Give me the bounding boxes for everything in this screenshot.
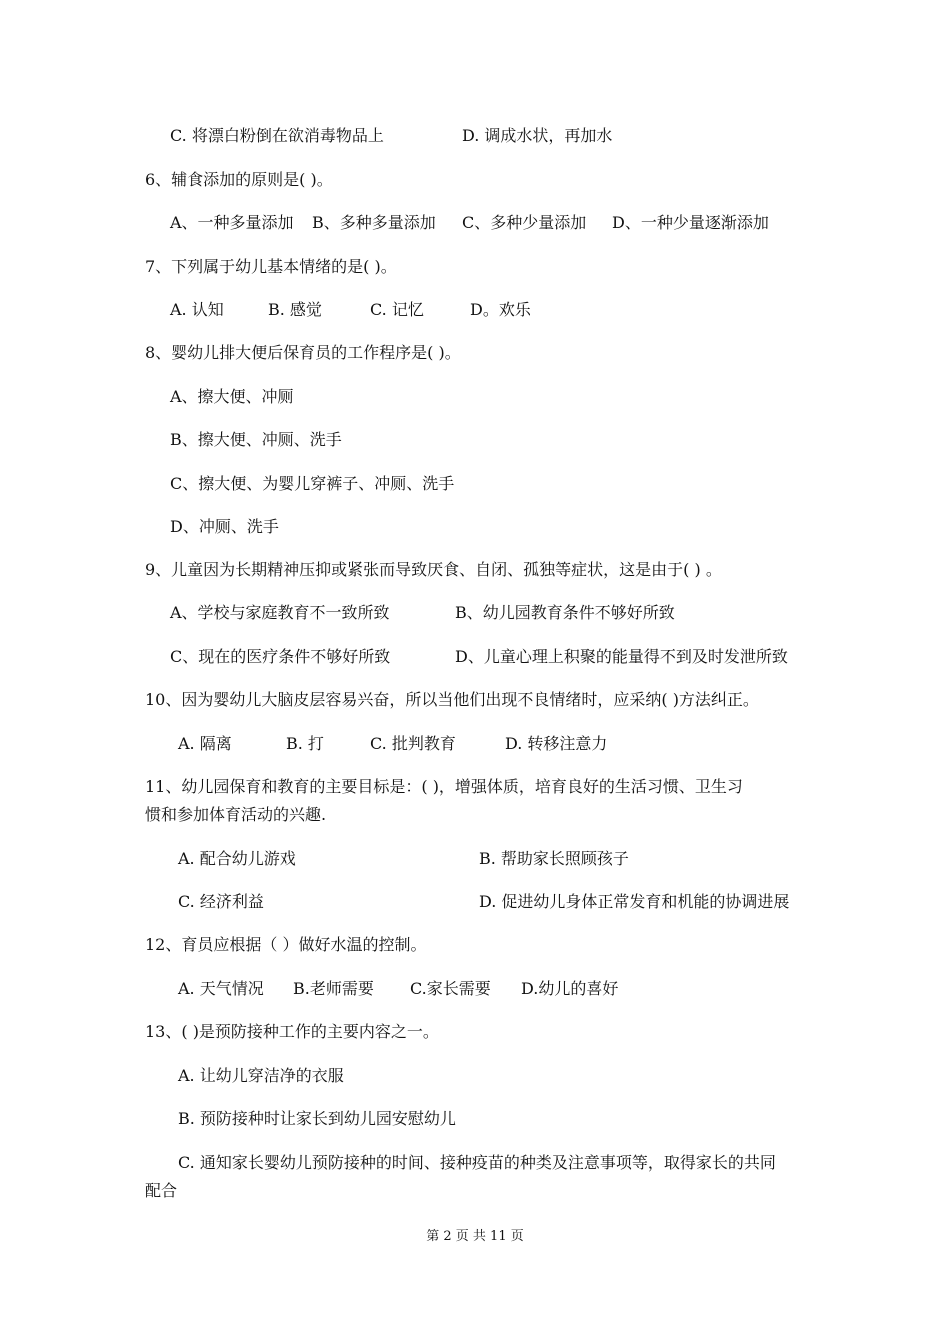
q5-option-c: C. 将漂白粉倒在欲消毒物品上 [170,126,384,145]
q8-stem: 8、婴幼儿排大便后保育员的工作程序是( )。 [145,343,461,362]
q6-option-d: D、一种少量逐渐添加 [612,213,769,232]
q9-option-a: A、学校与家庭教育不一致所致 [170,603,390,622]
q10-option-d: D. 转移注意力 [505,734,608,753]
q10-option-b: B. 打 [286,734,324,753]
q9-option-c: C、现在的医疗条件不够好所致 [170,647,391,666]
q11-option-c: C. 经济利益 [178,892,264,911]
q10-option-a: A. 隔离 [178,734,232,753]
q5-option-d: D. 调成水状，再加水 [462,126,613,145]
page-number-footer: 第 2 页 共 11 页 [426,1229,524,1244]
q11-stem-line1: 11、幼儿园保育和教育的主要目标是：( )，增强体质，培育良好的生活习惯、卫生习 [145,777,743,796]
q12-option-a: A. 天气情况 [178,979,264,998]
q7-option-c: C. 记忆 [370,300,424,319]
q9-option-d: D、儿童心理上积聚的能量得不到及时发泄所致 [455,647,788,666]
q7-option-a: A. 认知 [170,300,224,319]
q7-option-d: D。欢乐 [470,300,531,319]
q13-stem: 13、( )是预防接种工作的主要内容之一。 [145,1022,439,1041]
q12-option-b: B.老师需要 [293,979,374,998]
q12-stem: 12、育员应根据（ ）做好水温的控制。 [145,935,427,954]
q6-option-c: C、多种少量添加 [462,213,587,232]
q12-option-d: D.幼儿的喜好 [521,979,619,998]
q12-option-c: C.家长需要 [410,979,491,998]
q11-option-d: D. 促进幼儿身体正常发育和机能的协调进展 [479,892,790,911]
q6-stem: 6、辅食添加的原则是( )。 [145,170,333,189]
q8-option-a: A、擦大便、冲厕 [170,387,294,406]
q9-stem: 9、儿童因为长期精神压抑或紧张而导致厌食、自闭、孤独等症状，这是由于( ) 。 [145,560,722,579]
q8-option-d: D、冲厕、洗手 [170,517,279,536]
q6-option-a: A、一种多量添加 [170,213,294,232]
q13-option-c-line2: 配合 [145,1181,178,1200]
q11-option-b: B. 帮助家长照顾孩子 [479,849,629,868]
q6-option-b: B、多种多量添加 [312,213,436,232]
q13-option-b: B. 预防接种时让家长到幼儿园安慰幼儿 [178,1109,456,1128]
q7-option-b: B. 感觉 [268,300,322,319]
q11-stem-line2: 惯和参加体育活动的兴趣. [145,805,327,824]
q8-option-c: C、擦大便、为婴儿穿裤子、冲厕、洗手 [170,474,455,493]
q13-option-a: A. 让幼儿穿洁净的衣服 [178,1066,344,1085]
q10-option-c: C. 批判教育 [370,734,456,753]
q13-option-c-line1: C. 通知家长婴幼儿预防接种的时间、接种疫苗的种类及注意事项等，取得家长的共同 [178,1153,776,1172]
q10-stem: 10、因为婴幼儿大脑皮层容易兴奋，所以当他们出现不良情绪时，应采纳( )方法纠正。 [145,690,759,709]
q11-option-a: A. 配合幼儿游戏 [178,849,296,868]
q7-stem: 7、下列属于幼儿基本情绪的是( )。 [145,257,397,276]
q9-option-b: B、幼儿园教育条件不够好所致 [455,603,675,622]
q8-option-b: B、擦大便、冲厕、洗手 [170,430,342,449]
